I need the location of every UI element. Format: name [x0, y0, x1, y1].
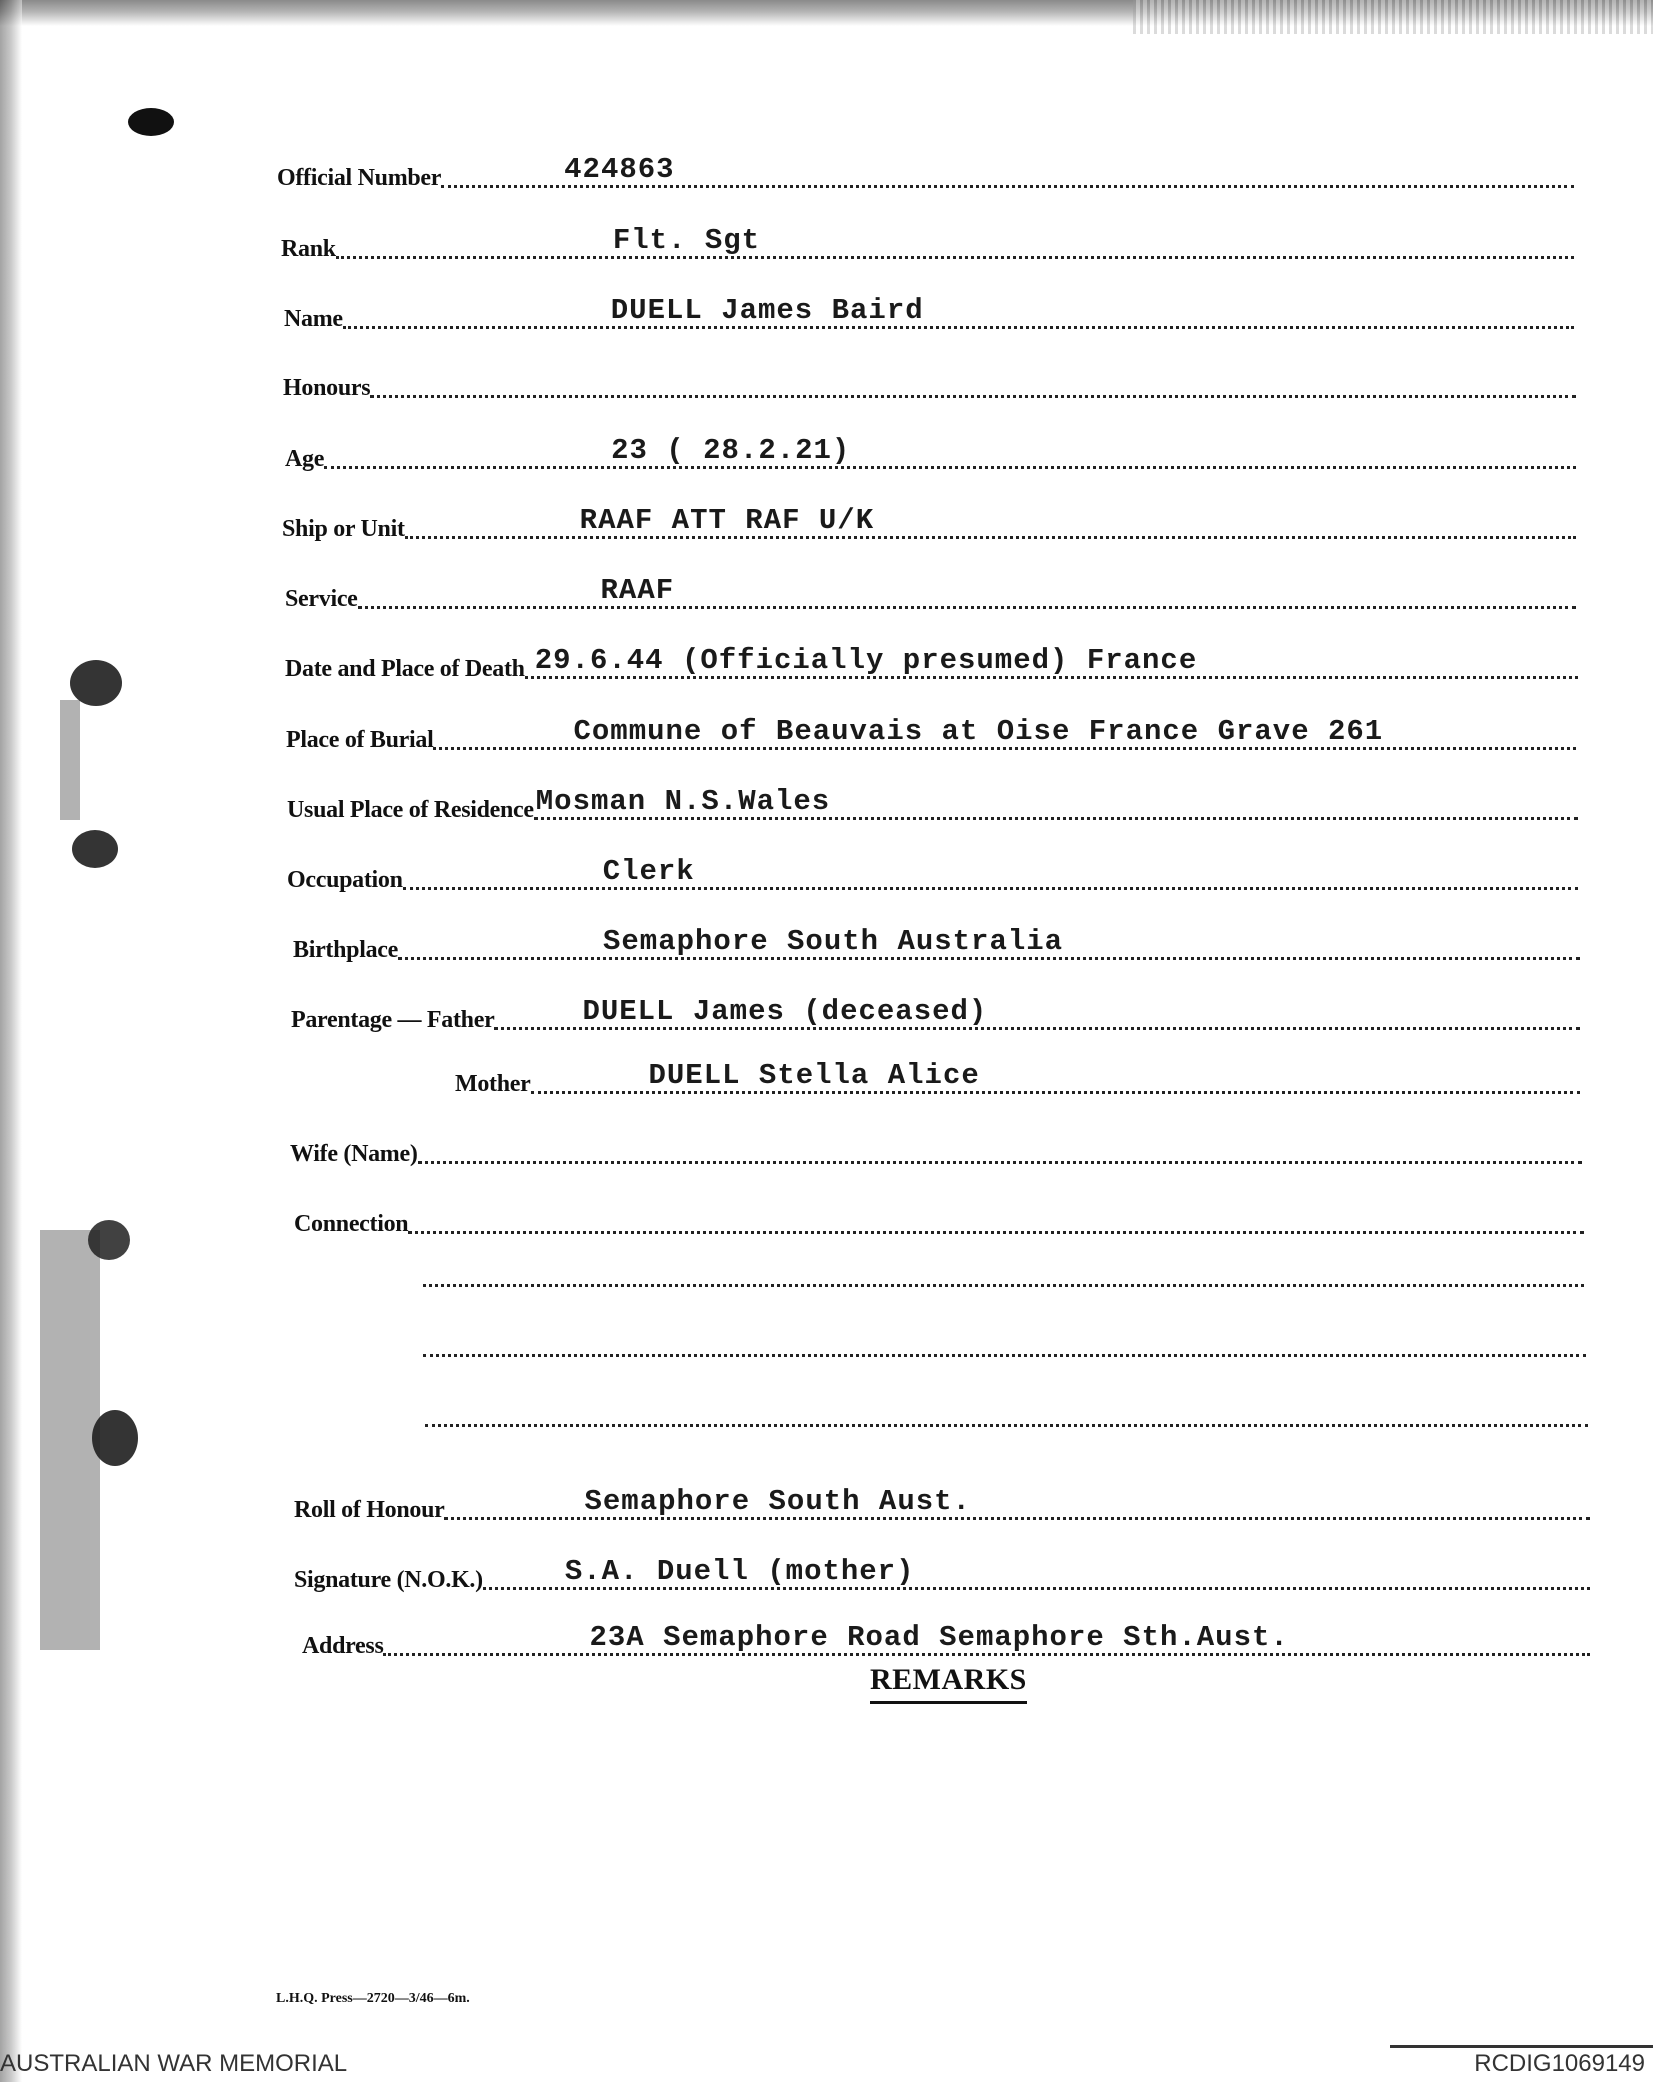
- blank-line: [423, 1280, 1584, 1287]
- field-label: Address: [302, 1633, 384, 1659]
- field-fill: [336, 225, 1574, 265]
- field-label: Usual Place of Residence: [287, 797, 534, 823]
- field-name: [284, 295, 1574, 335]
- field-label: Official Number: [277, 165, 442, 191]
- field-label: Connection: [294, 1211, 409, 1237]
- blank-line: [425, 1420, 1588, 1427]
- field-label: Honours: [283, 375, 371, 401]
- blank-line: [423, 1350, 1586, 1357]
- field-value: RAAF: [600, 574, 675, 607]
- field-fill: [444, 1486, 1590, 1526]
- field-fill: [343, 295, 1574, 335]
- field-fill: [433, 716, 1576, 756]
- field-connection: [294, 1200, 1584, 1240]
- field-value: DUELL James Baird: [610, 294, 924, 327]
- field-fill: [358, 575, 1576, 615]
- field-label: Name: [284, 306, 343, 332]
- field-usual-residence: [287, 786, 1578, 826]
- scan-smudge: [40, 1230, 100, 1650]
- field-mother: [455, 1060, 1580, 1100]
- field-label: Mother: [455, 1071, 531, 1097]
- punch-hole-mark: [72, 830, 118, 868]
- field-value: DUELL Stella Alice: [648, 1059, 980, 1092]
- field-occupation: [287, 856, 1578, 896]
- field-value: 424863: [564, 153, 675, 186]
- field-value: Semaphore South Australia: [603, 925, 1064, 958]
- field-label: Age: [285, 446, 325, 472]
- field-label: Ship or Unit: [282, 516, 405, 542]
- field-age: [285, 435, 1576, 475]
- field-fill: [534, 786, 1578, 826]
- scan-edge-left: [0, 0, 22, 2082]
- field-value: RAAF ATT RAF U/K: [579, 504, 875, 537]
- footer-archive-name: AUSTRALIAN WAR MEMORIAL: [0, 2050, 348, 2077]
- scan-smudge: [60, 700, 80, 820]
- field-label: Rank: [281, 236, 336, 262]
- field-label: Service: [285, 586, 358, 612]
- field-label: Place of Burial: [286, 727, 434, 753]
- field-label: Signature (N.O.K.): [294, 1567, 483, 1593]
- field-parentage-father: [291, 996, 1580, 1036]
- field-fill: [383, 1622, 1590, 1662]
- field-fill: [398, 926, 1580, 966]
- field-value: S.A. Duell (mother): [564, 1555, 915, 1588]
- field-place-of-burial: [286, 716, 1576, 756]
- field-signature-nok: [294, 1556, 1590, 1596]
- field-fill: [441, 154, 1574, 194]
- field-official-number: [277, 154, 1574, 194]
- field-fill: [403, 856, 1578, 896]
- field-service: [285, 575, 1576, 615]
- field-fill: [531, 1060, 1581, 1100]
- field-label: Occupation: [287, 867, 403, 893]
- field-label: Date and Place of Death: [285, 656, 525, 682]
- field-rank: [281, 225, 1574, 265]
- field-fill: [324, 435, 1576, 475]
- field-ship-or-unit: [282, 505, 1576, 545]
- printer-imprint: L.H.Q. Press—2720—3/46—6m.: [276, 1991, 470, 2006]
- field-label: Wife (Name): [290, 1141, 418, 1167]
- field-fill: [418, 1130, 1582, 1170]
- field-value: 23 ( 28.2.21): [611, 434, 851, 467]
- footer-record-id: RCDIG1069149: [1474, 2050, 1645, 2077]
- field-label: Roll of Honour: [294, 1497, 445, 1523]
- field-roll-of-honour: [294, 1486, 1590, 1526]
- field-address: [302, 1622, 1590, 1662]
- field-fill: [405, 505, 1576, 545]
- remarks-heading: REMARKS: [870, 1663, 1027, 1704]
- field-fill: [483, 1556, 1590, 1596]
- field-value: Semaphore South Aust.: [584, 1485, 971, 1518]
- punch-hole-mark: [128, 108, 174, 136]
- field-value: 29.6.44 (Officially presumed) France: [534, 644, 1198, 677]
- scan-noise-top-right: [1133, 0, 1653, 34]
- field-fill: [525, 645, 1578, 685]
- field-birthplace: [293, 926, 1580, 966]
- field-value: DUELL James (deceased): [582, 995, 988, 1028]
- field-value: Clerk: [602, 855, 695, 888]
- field-value: Mosman N.S.Wales: [535, 785, 831, 818]
- field-label: Birthplace: [293, 937, 398, 963]
- field-value: Flt. Sgt: [612, 224, 761, 257]
- field-fill: [494, 996, 1580, 1036]
- field-honours: [283, 364, 1576, 404]
- field-wife-name: [290, 1130, 1582, 1170]
- field-value: Commune of Beauvais at Oise France Grave 261: [573, 715, 1384, 748]
- field-fill: [408, 1200, 1584, 1240]
- field-value: 23A Semaphore Road Semaphore Sth.Aust.: [589, 1621, 1289, 1654]
- field-date-place-of-death: [285, 645, 1578, 685]
- footer-rule: [1390, 2045, 1653, 2048]
- field-fill: [370, 364, 1576, 404]
- field-label: Parentage — Father: [291, 1007, 495, 1033]
